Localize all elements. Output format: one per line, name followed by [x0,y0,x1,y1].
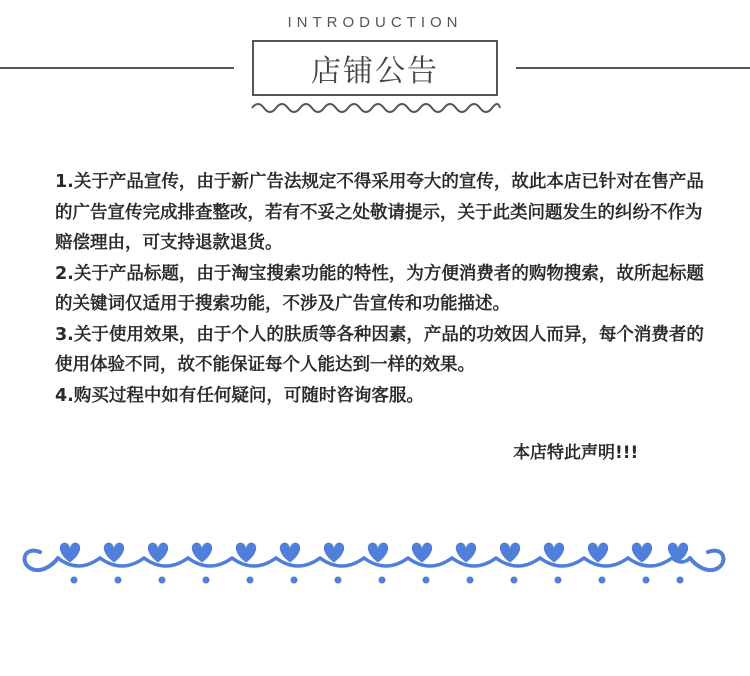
page-title: 店铺公告 [311,54,439,89]
header-rule-left [0,67,234,69]
notice-item-2: 2.关于产品标题，由于淘宝搜索功能的特性，为方便消费者的购物搜索，故所起标题的关键词仅适用于搜索功能，不涉及广告宣传和功能描述。 [55,263,704,314]
header-rule-right [516,67,750,69]
notice-item-1: 1.关于产品宣传，由于新广告法规定不得采用夸大的宣传，故此本店已针对在售产品的广告宣传完成排查整改，若有不妥之处敬请提示，关于此类问题发生的纠纷不作为赔偿理由，可支持退款退货。 [55,172,704,253]
notice-item-3: 3.关于使用效果，由于个人的肤质等各种因素，产品的功效因人而异，每个消费者的使用体验不同，故不能保证每个人能达到一样的效果。 [55,324,704,375]
blue-heart-garland [18,520,730,592]
notice-item-4: 4.购买过程中如有任何疑问，可随时咨询客服。 [55,385,424,406]
intro-eyebrow: INTRODUCTION [287,14,463,31]
zigzag-wave-line [250,100,502,116]
notice-list [55,167,705,411]
title-frame [252,40,498,96]
signoff-text: 本店特此声明!!! [513,443,639,463]
